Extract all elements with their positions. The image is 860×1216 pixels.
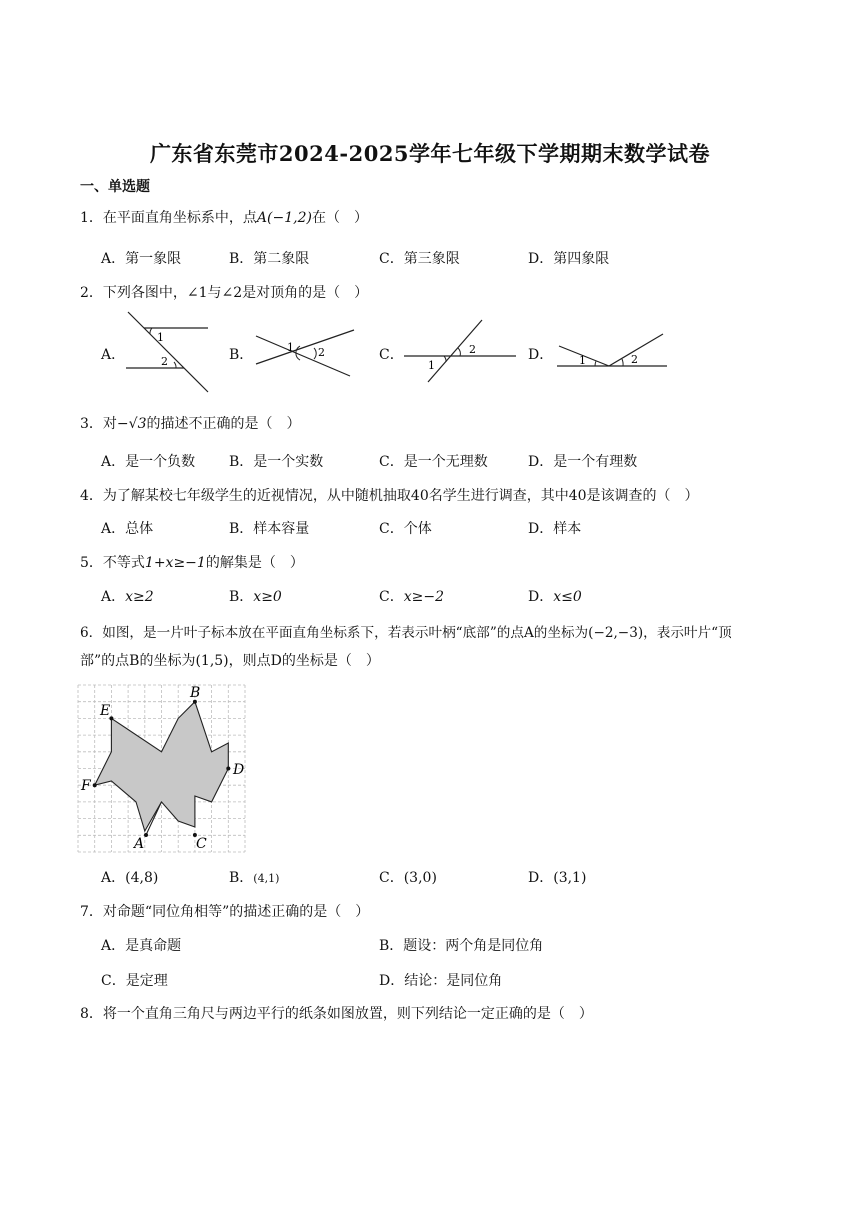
q4-option-b[interactable]: B．样本容量 [229,521,310,537]
question-2-stem: 2．下列各图中，∠1与∠2是对顶角的是（ ） [80,285,369,301]
q7-option-b[interactable]: B．题设：两个角是同位角 [379,938,544,954]
q2-figure-c [400,318,520,384]
q1-stem-pre: 1．在平面直角坐标系中，点 [80,210,257,226]
q2-figure-d [555,330,670,374]
q2d-arc-1 [595,361,596,366]
q6-option-c-math: (3,0) [403,870,437,886]
question-3-stem [80,413,300,433]
q2b-line-2 [256,330,354,364]
q6-label-b: B [190,685,201,701]
q5-option-a[interactable] [101,586,154,606]
q2b-angle-1-label: 1 [287,341,294,354]
q5-stem-post: 的解集是（ ） [205,555,304,571]
q3-stem-pre: 3．对 [80,416,117,432]
q5-option-c-label: C． [379,589,404,605]
q6-option-d-math: (3,1) [553,870,587,886]
exam-title: 广东省东莞市2024-2025学年七年级下学期期末数学试卷 [149,141,711,166]
q6-point-f [93,783,97,787]
q2-option-d[interactable]: D． [528,347,554,363]
q5-option-d-math: x≤0 [553,589,582,605]
q2d-angle-1-label: 1 [579,354,586,367]
q6-option-a-label: A． [101,870,126,886]
q6-option-d-label: D． [528,870,554,886]
q6-option-b-math: (4,1) [253,872,280,885]
q1-option-c[interactable]: C．第三象限 [379,251,460,267]
q6-leaf-figure [74,681,254,853]
q2-option-b[interactable]: B． [229,347,254,363]
q2-figure-b [252,324,357,380]
question-7-stem: 7．对命题“同位角相等”的描述正确的是（ ） [80,904,370,920]
q2b-arc-2 [314,348,316,359]
q2d-angle-2-label: 2 [631,353,638,366]
q2a-arc-2 [174,362,176,368]
q2b-angle-2-label: 2 [318,346,325,359]
q6-label-a: A [134,836,145,852]
q6-label-c: C [196,836,207,852]
q6-label-d: D [233,762,245,778]
q6-option-b[interactable] [229,867,279,887]
q4-option-d[interactable]: D．样本 [528,521,582,537]
q2a-angle-2-label: 2 [161,355,168,368]
question-6-line-2: 部”的点B的坐标为(1,5)，则点D的坐标是（ ） [80,653,380,669]
q6-option-a-math: (4,8) [125,870,159,886]
q2d-arc-2 [622,359,623,366]
q4-option-a[interactable]: A．总体 [101,521,154,537]
q5-option-a-math: x≥2 [125,589,154,605]
q2-figure-a [120,308,215,396]
q2c-arc-1 [444,356,446,362]
q6-option-c-label: C． [379,870,404,886]
q2a-transversal [128,312,208,392]
question-6-line-1: 6．如图，是一片叶子标本放在平面直角坐标系下，若表示叶柄“底部”的点A的坐标为(−2,−3)，表示叶片“顶 [80,625,732,641]
q5-option-c-math: x≥−2 [403,589,444,605]
q3-option-a[interactable]: A．是一个负数 [101,454,196,470]
q4-option-c[interactable]: C．个体 [379,521,432,537]
q7-option-d[interactable]: D．结论：是同位角 [379,973,503,989]
q2b-line-1 [256,336,350,376]
q7-option-a[interactable]: A．是真命题 [101,938,182,954]
q5-option-a-label: A． [101,589,126,605]
q2c-angle-2-label: 2 [469,343,476,356]
q3-option-c[interactable]: C．是一个无理数 [379,454,488,470]
section-heading: 一、单选题 [80,179,150,195]
q5-inequality: 1+x≥−1 [144,555,206,571]
q5-option-d-label: D． [528,589,554,605]
q3-stem-post: 的描述不正确的是（ ） [146,416,301,432]
q5-stem-pre: 5．不等式 [80,555,145,571]
q3-expression: −√3 [116,416,147,432]
q1-option-a[interactable]: A．第一象限 [101,251,182,267]
q1-stem-post: 在（ ） [311,210,368,226]
question-1-stem [80,207,368,227]
q2-option-a[interactable]: A． [101,347,126,363]
q1-point: A(−1,2) [256,210,312,226]
q6-option-c[interactable] [379,867,437,887]
q5-option-b[interactable] [229,586,282,606]
q1-option-d[interactable]: D．第四象限 [528,251,610,267]
q3-option-b[interactable]: B．是一个实数 [229,454,324,470]
q2a-angle-1-label: 1 [157,331,164,344]
q2c-angle-1-label: 1 [428,359,435,372]
q2c-arc-2 [458,348,460,356]
q7-option-c[interactable]: C．是定理 [101,973,168,989]
q6-option-a[interactable] [101,867,158,887]
q2-option-c[interactable]: C． [379,347,404,363]
question-8-stem: 8．将一个直角三角尺与两边平行的纸条如图放置，则下列结论一定正确的是（ ） [80,1006,593,1022]
q5-option-b-label: B． [229,589,254,605]
q6-option-d[interactable] [528,867,586,887]
q5-option-c[interactable] [379,586,444,606]
q2a-arc-1 [150,328,152,334]
q6-label-e: E [100,703,111,719]
question-5-stem [80,552,304,572]
q6-label-f: F [81,778,91,794]
q6-option-b-label: B． [229,870,254,886]
q6-point-d [226,767,230,771]
q3-option-d[interactable]: D．是一个有理数 [528,454,638,470]
q1-option-b[interactable]: B．第二象限 [229,251,310,267]
q5-option-d[interactable] [528,586,582,606]
q6-point-a [144,833,148,837]
question-4-stem: 4．为了解某校七年级学生的近视情况，从中随机抽取40名学生进行调查，其中40是该调查的（ ） [80,488,699,504]
q5-option-b-math: x≥0 [253,589,282,605]
